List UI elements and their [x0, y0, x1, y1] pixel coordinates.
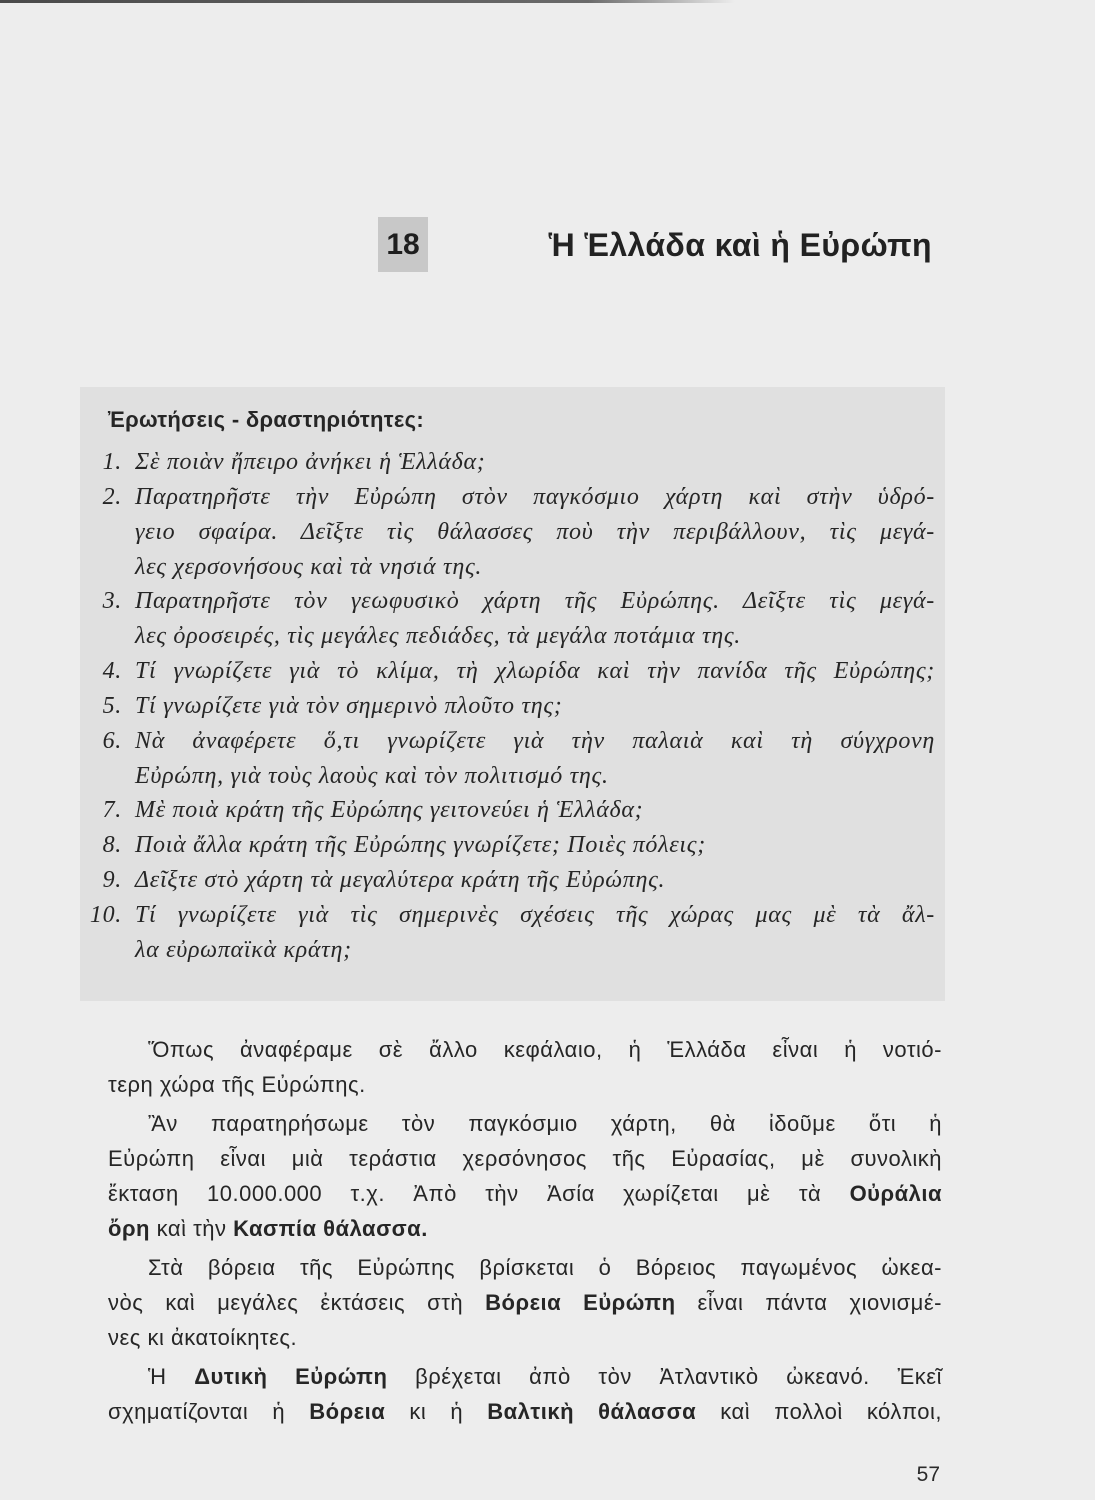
question-item-10 [0, 898, 1095, 968]
question-number: 6. [102, 727, 122, 754]
questions-list [0, 445, 1095, 968]
question-text: λα εὐρωπαϊκὰ κράτη; [135, 936, 352, 963]
question-line [0, 898, 1095, 933]
text-segment: ἔκταση 10.000.000 τ.χ. Ἀπὸ τὴν Ἀσία χωρίζεται μὲ τὰ [108, 1181, 850, 1206]
question-text: Τί γνωρίζετε γιὰ τὸ κλίμα, τὴ χλωρίδα καὶ τὴν πανίδα τῆς Εὐρώπης; [135, 658, 935, 685]
question-line [0, 584, 1095, 619]
question-line [0, 793, 1095, 828]
bold-term: Βόρεια Εὐρώπη [485, 1290, 676, 1315]
line-text [108, 1067, 942, 1102]
text-segment: Στὰ βόρεια τῆς Εὐρώπης βρίσκεται ὁ Βόρειος παγωμένος ὠκεα- [148, 1255, 942, 1280]
bold-term: Δυτικὴ Εὐρώπη [194, 1364, 388, 1389]
bold-term: Βόρεια [309, 1399, 386, 1424]
question-text: Παρατηρῆστε τὴν Εὐρώπη στὸν παγκόσμιο χάρτη καὶ στὴν ὑδρό- [135, 483, 935, 510]
paragraph [0, 1106, 1095, 1246]
question-item-1 [0, 445, 1095, 480]
text-segment: καὶ πολλοὶ κόλποι, [696, 1399, 942, 1424]
text-segment: νὸς καὶ μεγάλες ἐκτάσεις στὴ [108, 1290, 486, 1315]
question-item-7 [0, 793, 1095, 828]
bold-term: Κασπία θάλασσα. [233, 1216, 428, 1241]
line-text [148, 1250, 942, 1285]
question-line [0, 445, 1095, 480]
question-text: Δεῖξτε στὸ χάρτη τὰ μεγαλύτερα κράτη τῆς Εὐρώπης. [135, 867, 666, 894]
bold-term: ὄρη [108, 1216, 150, 1241]
question-number: 4. [102, 658, 122, 685]
text-segment: βρέχεται ἀπὸ τὸν Ἀτλαντικὸ ὠκεανό. Ἐκεῖ [387, 1364, 942, 1389]
question-line [0, 654, 1095, 689]
chapter-title: Ἡ Ἑλλάδα καὶ ἡ Εὐρώπη [548, 227, 932, 263]
line-text [108, 1394, 942, 1429]
question-item-8 [0, 828, 1095, 863]
question-text: Παρατηρῆστε τὸν γεωφυσικὸ χάρτη τῆς Εὐρώπης. Δεῖξτε τὶς μεγά- [135, 588, 935, 615]
text-line [0, 1032, 1095, 1067]
line-text [108, 1141, 942, 1176]
text-segment: τερη χώρα τῆς Εὐρώπης. [108, 1072, 366, 1097]
question-text: Τί γνωρίζετε γιὰ τὸν σημερινὸ πλοῦτο της; [135, 692, 563, 719]
question-line [0, 619, 1095, 654]
bold-term: Βαλτικὴ θάλασσα [487, 1399, 697, 1424]
text-segment: Ὅπως ἀναφέραμε σὲ ἄλλο κεφάλαιο, ἡ Ἑλλάδα εἶναι ἡ νοτιό- [148, 1037, 942, 1062]
question-number: 1. [102, 449, 122, 475]
question-line [0, 724, 1095, 759]
paragraph [0, 1359, 1095, 1429]
text-segment: σχηματίζονται ἡ [108, 1399, 310, 1424]
question-number: 2. [102, 483, 122, 510]
paragraph [0, 1250, 1095, 1355]
question-text: Τί γνωρίζετε γιὰ τὶς σημερινὲς σχέσεις τῆς χώρας μας μὲ τὰ ἄλ- [135, 901, 935, 928]
text-line [0, 1176, 1095, 1211]
text-line [0, 1106, 1095, 1141]
text-segment: καὶ τὴν [150, 1216, 234, 1241]
text-line [0, 1067, 1095, 1102]
line-text [108, 1320, 942, 1355]
line-text [108, 1285, 942, 1320]
text-line [0, 1141, 1095, 1176]
question-line [0, 933, 1095, 968]
question-item-2 [0, 480, 1095, 585]
question-text: Εὐρώπη, γιὰ τοὺς λαοὺς καὶ τὸν πολιτισμό της. [135, 762, 609, 789]
chapter-number: 18 [386, 228, 420, 261]
question-line [0, 863, 1095, 898]
chapter-number-box [378, 217, 428, 272]
question-line [0, 480, 1095, 515]
question-line [0, 828, 1095, 863]
text-segment: νες κι ἀκατοίκητες. [108, 1325, 298, 1350]
question-number: 9. [102, 867, 122, 894]
question-item-3 [0, 584, 1095, 654]
questions-heading: Ἐρωτήσεις - δραστηριότητες: [108, 407, 424, 432]
line-text [108, 1176, 942, 1211]
question-text: Ποιὰ ἄλλα κράτη τῆς Εὐρώπης γνωρίζετε; Ποιὲς πόλεις; [135, 832, 706, 859]
text-segment: Ἡ [148, 1364, 195, 1389]
page-number: 57 [916, 1463, 940, 1486]
bold-term: Οὐράλια [849, 1181, 942, 1206]
question-line [0, 515, 1095, 550]
text-line [0, 1394, 1095, 1429]
question-line [0, 689, 1095, 724]
text-line [0, 1211, 1095, 1246]
question-line [0, 759, 1095, 794]
question-text: λες ὀροσειρές, τὶς μεγάλες πεδιάδες, τὰ μεγάλα ποτάμια της. [135, 623, 741, 650]
scan-edge [0, 0, 735, 3]
question-number: 7. [102, 797, 122, 824]
question-text: λες χερσονήσους καὶ τὰ νησιά της. [135, 553, 483, 580]
question-item-9 [0, 863, 1095, 898]
text-segment: Ἂν παρατηρήσωμε τὸν παγκόσμιο χάρτη, θὰ ἰδοῦμε ὅτι ἡ [148, 1111, 942, 1136]
text-segment: εἶναι πάντα χιονισμέ- [675, 1290, 942, 1315]
question-number: 8. [102, 832, 122, 859]
text-line [0, 1285, 1095, 1320]
question-text: Μὲ ποιὰ κράτη τῆς Εὐρώπης γειτονεύει ἡ Ἑλλάδα; [135, 797, 644, 824]
question-text: Νὰ ἀναφέρετε ὅ,τι γνωρίζετε γιὰ τὴν παλαιὰ καὶ τὴ σύγχρονη [135, 727, 935, 754]
question-text: Σὲ ποιὰν ἤπειρο ἀνήκει ἡ Ἑλλάδα; [135, 449, 486, 475]
text-segment: κι ἡ [385, 1399, 488, 1424]
question-item-6 [0, 724, 1095, 794]
line-text [148, 1032, 942, 1067]
question-number: 5. [102, 692, 122, 719]
line-text [108, 1211, 942, 1246]
text-segment: Εὐρώπη εἶναι μιὰ τεράστια χερσόνησος τῆς Εὐρασίας, μὲ συνολικὴ [108, 1146, 942, 1171]
line-text [148, 1106, 942, 1141]
paragraph [0, 1032, 1095, 1102]
question-line [0, 550, 1095, 585]
question-text: γειο σφαίρα. Δεῖξτε τὶς θάλασσες ποὺ τὴν περιβάλλουν, τὶς μεγά- [135, 518, 935, 545]
text-line [0, 1359, 1095, 1394]
text-line [0, 1320, 1095, 1355]
body-text [0, 1032, 1095, 1429]
question-item-4 [0, 654, 1095, 689]
question-item-5 [0, 689, 1095, 724]
text-line [0, 1250, 1095, 1285]
line-text [148, 1359, 942, 1394]
question-number: 10. [89, 901, 122, 928]
question-number: 3. [102, 588, 122, 615]
